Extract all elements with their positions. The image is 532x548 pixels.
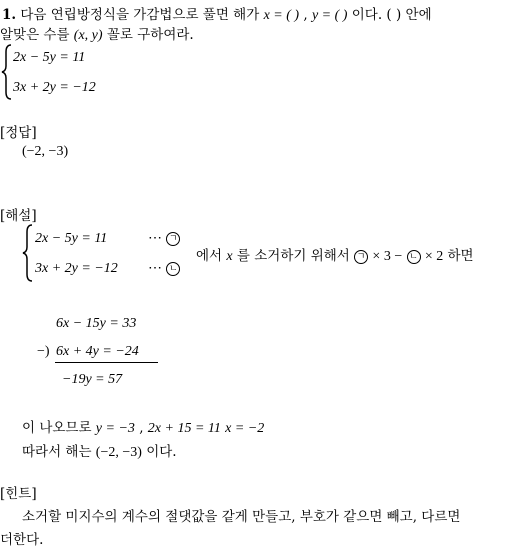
question-line2-suffix: 꼴로 구하여라. (106, 27, 194, 43)
question-equation-2: 3x + 2y = −12 (13, 80, 96, 95)
circled-giyeok-icon: ㄱ (354, 250, 368, 264)
hint-line-2: 더한다. (0, 532, 44, 548)
explanation-label: [해설] (0, 208, 37, 224)
question-separator: , (303, 7, 308, 23)
question-line-1 (2, 3, 432, 24)
answer-label: [정답] (0, 125, 37, 141)
question-pair: (x, y) (73, 28, 103, 43)
question-x-blank: x = ( ) (263, 8, 300, 23)
equation-2-tag: ⋯ ㄴ (148, 260, 180, 277)
circled-giyeok-icon: ㄱ (166, 232, 180, 246)
calculation-minus-sign: −) (37, 344, 50, 359)
answer-value: (−2, −3) (22, 144, 69, 159)
calculation-result: −19y = 57 (62, 372, 123, 387)
hint-label: [힌트] (0, 486, 37, 502)
system-brace-icon (1, 44, 13, 100)
question-number: 1. (2, 7, 17, 23)
explanation-equation-1: 2x − 5y = 11 (35, 231, 108, 246)
calculation-line-1: 6x − 15y = 33 (56, 316, 137, 331)
circled-nieun-icon: ㄴ (407, 250, 421, 264)
equation-1-tag: ⋯ ㄱ (148, 230, 180, 247)
conclusion-line: 따라서 해는 (−2, −3) 이다. (22, 444, 177, 460)
circled-nieun-icon: ㄴ (166, 262, 180, 276)
elimination-instruction: 에서 x 를 소거하기 위해서 ㄱ × 3 − ㄴ × 2 하면 (196, 248, 474, 264)
question-text-suffix: 이다. ( ) 안에 (351, 7, 432, 23)
result-line: 이 나오므로 y = −3 , 2x + 15 = 11 x = −2 (22, 420, 265, 436)
calculation-line-2: 6x + 4y = −24 (56, 344, 139, 359)
question-y-blank: y = ( ) (311, 8, 348, 23)
question-text-prefix: 다음 연립방정식을 가감법으로 풀면 해가 (20, 7, 260, 23)
explanation-brace-icon (22, 224, 34, 282)
question-equation-1: 2x − 5y = 11 (13, 50, 86, 65)
calculation-rule (55, 362, 158, 363)
question-line-2 (0, 23, 194, 44)
hint-line-1: 소거할 미지수의 계수의 절댓값을 같게 만들고, 부호가 같으면 빼고, 다르면 (22, 509, 461, 525)
explanation-equation-2: 3x + 2y = −12 (35, 261, 118, 276)
question-line2-prefix: 알맞은 수를 (0, 27, 70, 43)
